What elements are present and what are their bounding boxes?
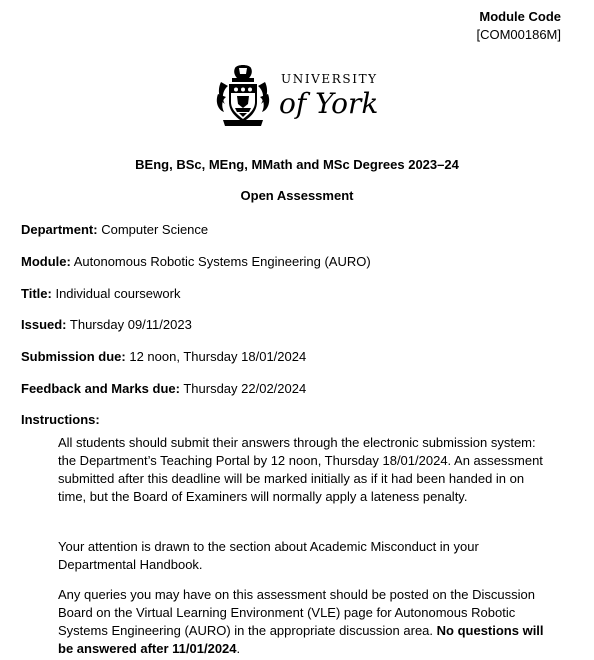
issued-value: Thursday 09/11/2023 <box>69 317 192 332</box>
module-field <box>21 254 371 269</box>
department-field <box>21 222 208 237</box>
module-code-label: Module Code <box>479 9 561 24</box>
module-value: Autonomous Robotic Systems Engineering (AURO) <box>73 254 371 269</box>
assessment-title: Open Assessment <box>240 188 354 203</box>
instructions-paragraph-misconduct: Your attention is drawn to the section about Academic Misconduct in your Departmental Handbook. <box>58 539 479 572</box>
title-value: Individual coursework <box>55 286 181 301</box>
module-label: Module: <box>21 254 71 269</box>
feedback-label: Feedback and Marks due: <box>21 381 180 396</box>
submission-value: 12 noon, Thursday 18/01/2024 <box>129 349 307 364</box>
submission-field <box>21 349 306 364</box>
logo-york-text: of York <box>279 87 379 120</box>
feedback-field <box>21 381 306 396</box>
university-of-york-logo <box>215 64 385 130</box>
crest-icon <box>217 65 269 126</box>
title-field <box>21 286 180 301</box>
department-label: Department: <box>21 222 98 237</box>
instructions-label: Instructions: <box>21 412 100 427</box>
degree-title: BEng, BSc, MEng, MMath and MSc Degrees 2023–24 <box>135 157 459 172</box>
queries-text: Any queries you may have on this assessment should be posted on the Discussion Board on the Virtual Learning Environment (VLE) page for Autonomous Robotic Systems Engineering (AURO) in the appropriate discussion area. <box>58 587 535 638</box>
logo-university-text: UNIVERSITY <box>281 72 378 86</box>
module-code-block <box>476 8 561 44</box>
feedback-value: Thursday 22/02/2024 <box>183 381 307 396</box>
submission-label: Submission due: <box>21 349 126 364</box>
issued-field <box>21 317 192 332</box>
queries-deadline: No questions will be answered after 11/01/2024 <box>58 623 544 656</box>
queries-end: . <box>236 641 241 656</box>
module-code-value: [COM00186M] <box>476 27 561 42</box>
department-value: Computer Science <box>101 222 209 237</box>
instructions-paragraph-queries <box>58 586 548 658</box>
title-label: Title: <box>21 286 52 301</box>
issued-label: Issued: <box>21 317 67 332</box>
instructions-paragraph-submission: All students should submit their answers through the electronic submission system: the Department’s Teaching Portal by 12 noon, Thursday 18/01/2024. An assessment submitted after this deadline will be marked initially as if it had been handed in on time, but the Board of Examiners will normally apply a lateness penalty. <box>58 435 543 504</box>
